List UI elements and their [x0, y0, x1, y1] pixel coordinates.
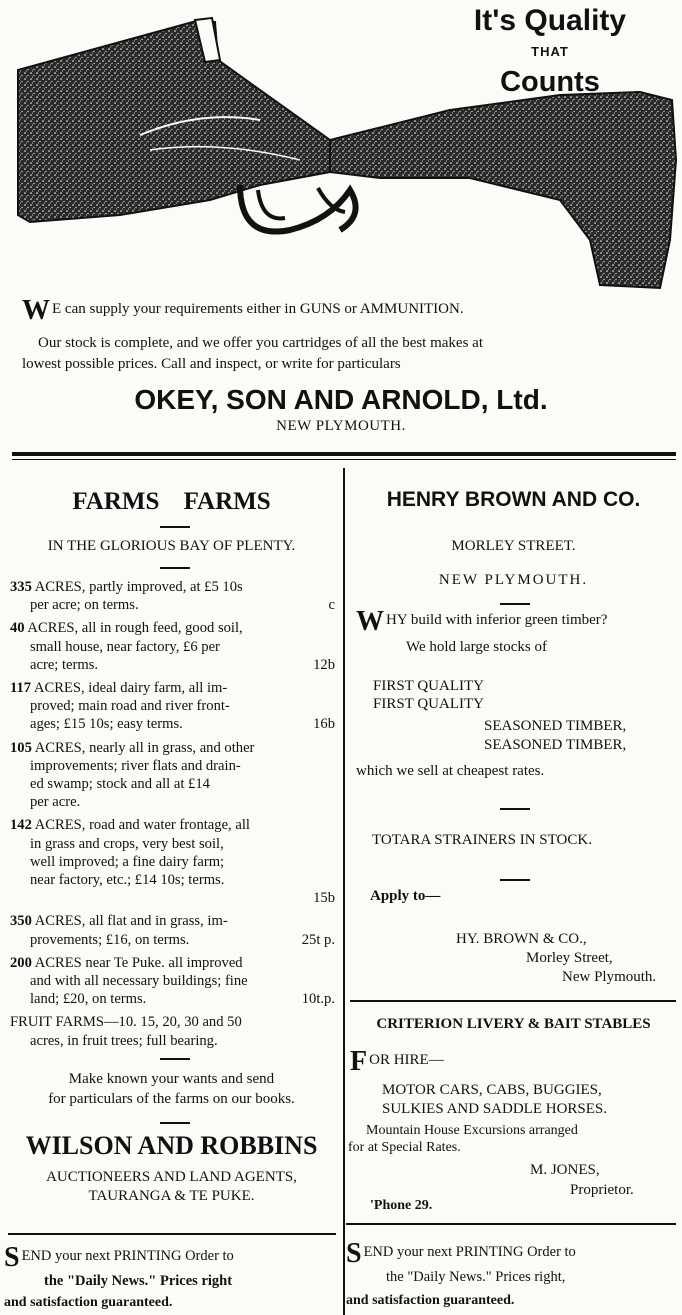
- farm-listing: [10, 912, 335, 948]
- farm-listing-line: FRUIT FARMS—10. 15, 20, 30 and 50: [10, 1014, 242, 1031]
- farm-listing: [10, 739, 335, 812]
- right-mid-rule: [350, 1000, 676, 1002]
- farm-listing-line: proved; main road and river front-: [30, 698, 230, 715]
- printing-left-line1: [4, 1244, 340, 1272]
- gun-ad-line1: [22, 297, 672, 325]
- farms-closing-2: for particulars of the farms on our books.: [48, 1091, 295, 1107]
- brown-company: HENRY BROWN AND CO.: [386, 488, 641, 511]
- farm-listing-line: 15b: [313, 890, 335, 907]
- short-rule: [500, 808, 530, 810]
- farm-listing-line: small house, near factory, £6 per: [30, 638, 220, 655]
- brown-strainers: TOTARA STRAINERS IN STOCK.: [372, 832, 592, 848]
- farm-listing: [10, 954, 335, 1009]
- right-bottom-rule: [346, 1223, 676, 1225]
- printing-right-line3: and satisfaction guaranteed.: [346, 1293, 515, 1308]
- brown-street: MORLEY STREET.: [451, 538, 576, 554]
- farms-title: FARMS FARMS: [72, 488, 271, 515]
- livery-name: M. JONES,: [530, 1162, 600, 1178]
- headline-that: THAT: [531, 44, 569, 59]
- livery-role: Proprietor.: [570, 1182, 634, 1198]
- printing-left-line2: the "Daily News." Prices right: [44, 1273, 233, 1289]
- livery-hire-text: OR HIRE—: [369, 1052, 444, 1068]
- brown-quality-2: FIRST QUALITY: [373, 696, 484, 712]
- headline-quality: It's Quality: [473, 4, 627, 37]
- farm-listing-line: and with all necessary buildings; fine: [30, 973, 248, 990]
- farms-closing-1: Make known your wants and send: [68, 1071, 275, 1087]
- printing-right-line2: the "Daily News." Prices right,: [386, 1269, 566, 1285]
- printing-left-line3: and satisfaction guaranteed.: [4, 1295, 173, 1310]
- farm-listing-line: 142 ACRES, road and water frontage, all: [10, 817, 250, 834]
- short-rule: [160, 1058, 190, 1060]
- livery-vehicles-2: SULKIES AND SADDLE HORSES.: [382, 1101, 608, 1117]
- farm-listing: [10, 679, 335, 734]
- brown-question-text: HY build with inferior green timber?: [386, 612, 608, 628]
- short-rule: [160, 567, 190, 569]
- dropcap-f: F: [350, 1046, 368, 1077]
- brown-stock-line: We hold large stocks of: [406, 639, 547, 655]
- farm-listing: [10, 1013, 335, 1049]
- dropcap-s-right: S: [346, 1238, 362, 1269]
- gun-ad-location: NEW PLYMOUTH.: [276, 418, 406, 434]
- printing-right-line1-text: END your next PRINTING Order to: [363, 1244, 576, 1260]
- brown-price-line: which we sell at cheapest rates.: [356, 763, 545, 779]
- section-divider-thin: [12, 459, 676, 460]
- livery-hire: [350, 1048, 444, 1076]
- farm-listing-line: near factory, etc.; £14 10s; terms.: [30, 872, 225, 889]
- farm-listing: [10, 619, 335, 674]
- farm-listing-line: 40 ACRES, all in rough feed, good soil,: [10, 620, 243, 637]
- farm-listing-line: 350 ACRES, all flat and in grass, im-: [10, 913, 228, 930]
- brown-contact-3: New Plymouth.: [562, 969, 657, 985]
- farm-listing-line: improvements; river flats and drain-: [30, 757, 241, 774]
- brown-quality-1: FIRST QUALITY: [373, 678, 484, 694]
- short-rule: [160, 1122, 190, 1124]
- farm-listing-line: land; £20, on terms. 10t.p.: [30, 991, 335, 1008]
- dropcap-s-left: S: [4, 1242, 20, 1273]
- farms-description-2: TAURANGA & TE PUKE.: [88, 1188, 255, 1204]
- dropcap-w-brown: W: [356, 606, 384, 637]
- farm-listing-line: 200 ACRES near Te Puke. all improved: [10, 954, 243, 971]
- farm-listing-line: per acre.: [30, 794, 81, 811]
- short-rule: [160, 526, 190, 528]
- livery-title: CRITERION LIVERY & BAIT STABLES: [376, 1016, 651, 1032]
- farms-description-1: AUCTIONEERS AND LAND AGENTS,: [46, 1169, 297, 1185]
- farm-listing-line: 117 ACRES, ideal dairy farm, all im-: [10, 680, 228, 697]
- farm-listing-line: ages; £15 10s; easy terms. 16b: [30, 716, 335, 733]
- farm-listing-line: acre; terms. 12b: [30, 656, 335, 673]
- farm-listing-line: ed swamp; stock and all at £14: [30, 776, 210, 793]
- headline-counts: Counts: [500, 66, 600, 98]
- gun-ad-line1-text: E can supply your requirements either in GUNS or AMMUNITION.: [52, 301, 464, 317]
- section-divider: [12, 452, 676, 456]
- farm-listings: [10, 578, 335, 1055]
- livery-phone: 'Phone 29.: [370, 1198, 433, 1213]
- livery-excursion-2: for at Special Rates.: [348, 1140, 461, 1155]
- farm-listing-line: acres, in fruit trees; full bearing.: [30, 1032, 218, 1049]
- farm-listing: [10, 816, 335, 907]
- farm-listing-line: per acre; on terms. c: [30, 597, 335, 614]
- farm-listing-line: provements; £16, on terms. 25t p.: [30, 931, 335, 948]
- farm-listing-line: in grass and crops, very best soil,: [30, 835, 224, 852]
- left-bottom-rule: [8, 1233, 336, 1235]
- brown-contact-2: Morley Street,: [526, 950, 613, 966]
- brown-contact-1: HY. BROWN & CO.,: [456, 931, 587, 947]
- livery-excursion-1: Mountain House Excursions arranged: [366, 1123, 578, 1138]
- gun-ad-line3: lowest possible prices. Call and inspect, or write for particulars: [22, 356, 401, 372]
- short-rule: [500, 879, 530, 881]
- livery-vehicles-1: MOTOR CARS, CABS, BUGGIES,: [382, 1082, 602, 1098]
- farm-listing-line: 105 ACRES, nearly all in grass, and other: [10, 739, 255, 756]
- farm-listing-line: well improved; a fine dairy farm;: [30, 853, 225, 870]
- brown-question: [356, 608, 682, 636]
- brown-timber-1: SEASONED TIMBER,: [484, 718, 627, 734]
- short-rule: [500, 603, 530, 605]
- farms-company: WILSON AND ROBBINS: [25, 1131, 318, 1160]
- farm-listing: [10, 578, 335, 614]
- farms-subtitle: IN THE GLORIOUS BAY OF PLENTY.: [47, 538, 296, 554]
- gun-ad-company: OKEY, SON AND ARNOLD, Ltd.: [134, 384, 548, 415]
- column-divider: [343, 468, 345, 1315]
- printing-left-line1-text: END your next PRINTING Order to: [21, 1248, 234, 1264]
- printing-right-line1: [346, 1240, 680, 1268]
- dropcap-w: W: [22, 295, 50, 326]
- gun-ad-line2: Our stock is complete, and we offer you cartridges of all the best makes at: [38, 335, 483, 351]
- brown-apply: Apply to—: [370, 888, 441, 904]
- farm-listing-line: 335 ACRES, partly improved, at £5 10s: [10, 579, 243, 595]
- brown-city: NEW PLYMOUTH.: [438, 572, 589, 588]
- brown-timber-2: SEASONED TIMBER,: [484, 737, 627, 753]
